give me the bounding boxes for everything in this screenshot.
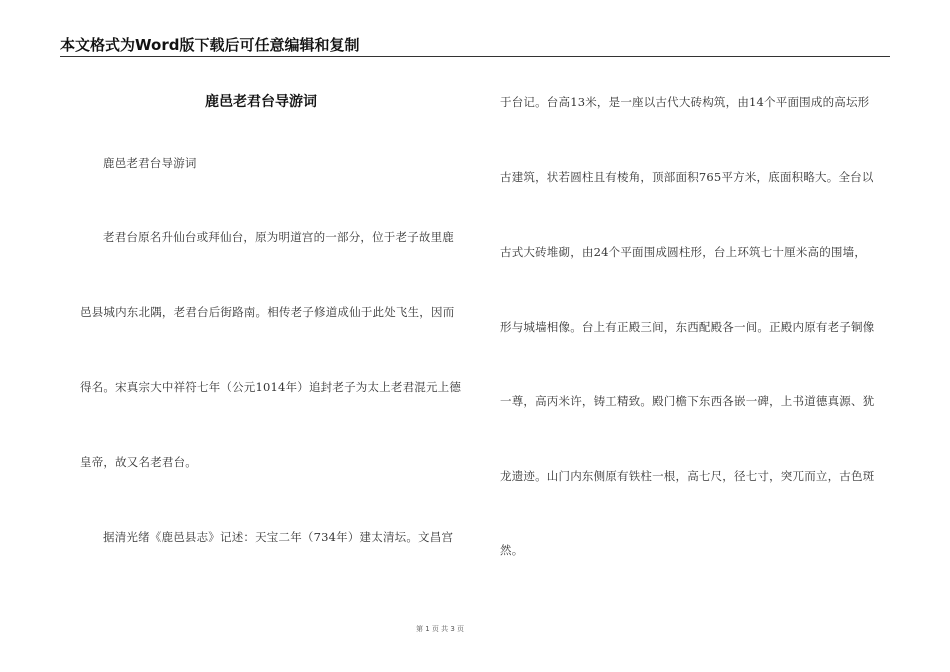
paragraph-line: 老君台原名升仙台或拜仙台，原为明道宫的一部分，位于老子故里鹿 (103, 230, 454, 244)
document-title: 鹿邑老君台导游词 (205, 94, 317, 110)
page-number-footer: 第 1 页 共 3 页 (415, 625, 465, 633)
paragraph-line: 形与城墙相像。台上有正殿三间，东西配殿各一间。正殿内原有老子铜像 (500, 320, 875, 334)
page-header (60, 30, 890, 57)
paragraph-line: 得名。宋真宗大中祥符七年（公元1014年）追封老子为太上老君混元上德 (80, 380, 462, 394)
paragraph-line: 然。 (500, 543, 524, 557)
paragraph-line: 于台记。台高13米，是一座以古代大砖构筑，由14个平面围成的高坛形 (500, 95, 870, 109)
paragraph-line: 古式大砖堆砌，由24个平面围成圆柱形，台上环筑七十厘米高的围墙， (500, 245, 867, 259)
paragraph-line: 皇帝，故又名老君台。 (80, 455, 197, 469)
paragraph-line: 一尊，高丙米许，铸工精致。殿门檐下东西各嵌一碑，上书道德真源、犹 (500, 394, 875, 408)
paragraph-subtitle: 鹿邑老君台导游词 (103, 156, 197, 170)
header-banner-text: 本文格式为Word版下载后可任意编辑和复制 (60, 36, 360, 54)
paragraph-line: 据清光绪《鹿邑县志》记述：天宝二年（734年）建太清坛。文昌宫 (103, 530, 454, 544)
paragraph-line: 古建筑，状若圆柱且有棱角，顶部面积765平方米，底面积略大。全台以 (500, 170, 874, 184)
paragraph-line: 邑县城内东北隅，老君台后街路南。相传老子修道成仙于此处飞生，因而 (80, 305, 455, 319)
paragraph-line: 龙遗迹。山门内东侧原有铁柱一根，高七尺，径七寸，突兀而立，古色斑 (500, 469, 875, 483)
